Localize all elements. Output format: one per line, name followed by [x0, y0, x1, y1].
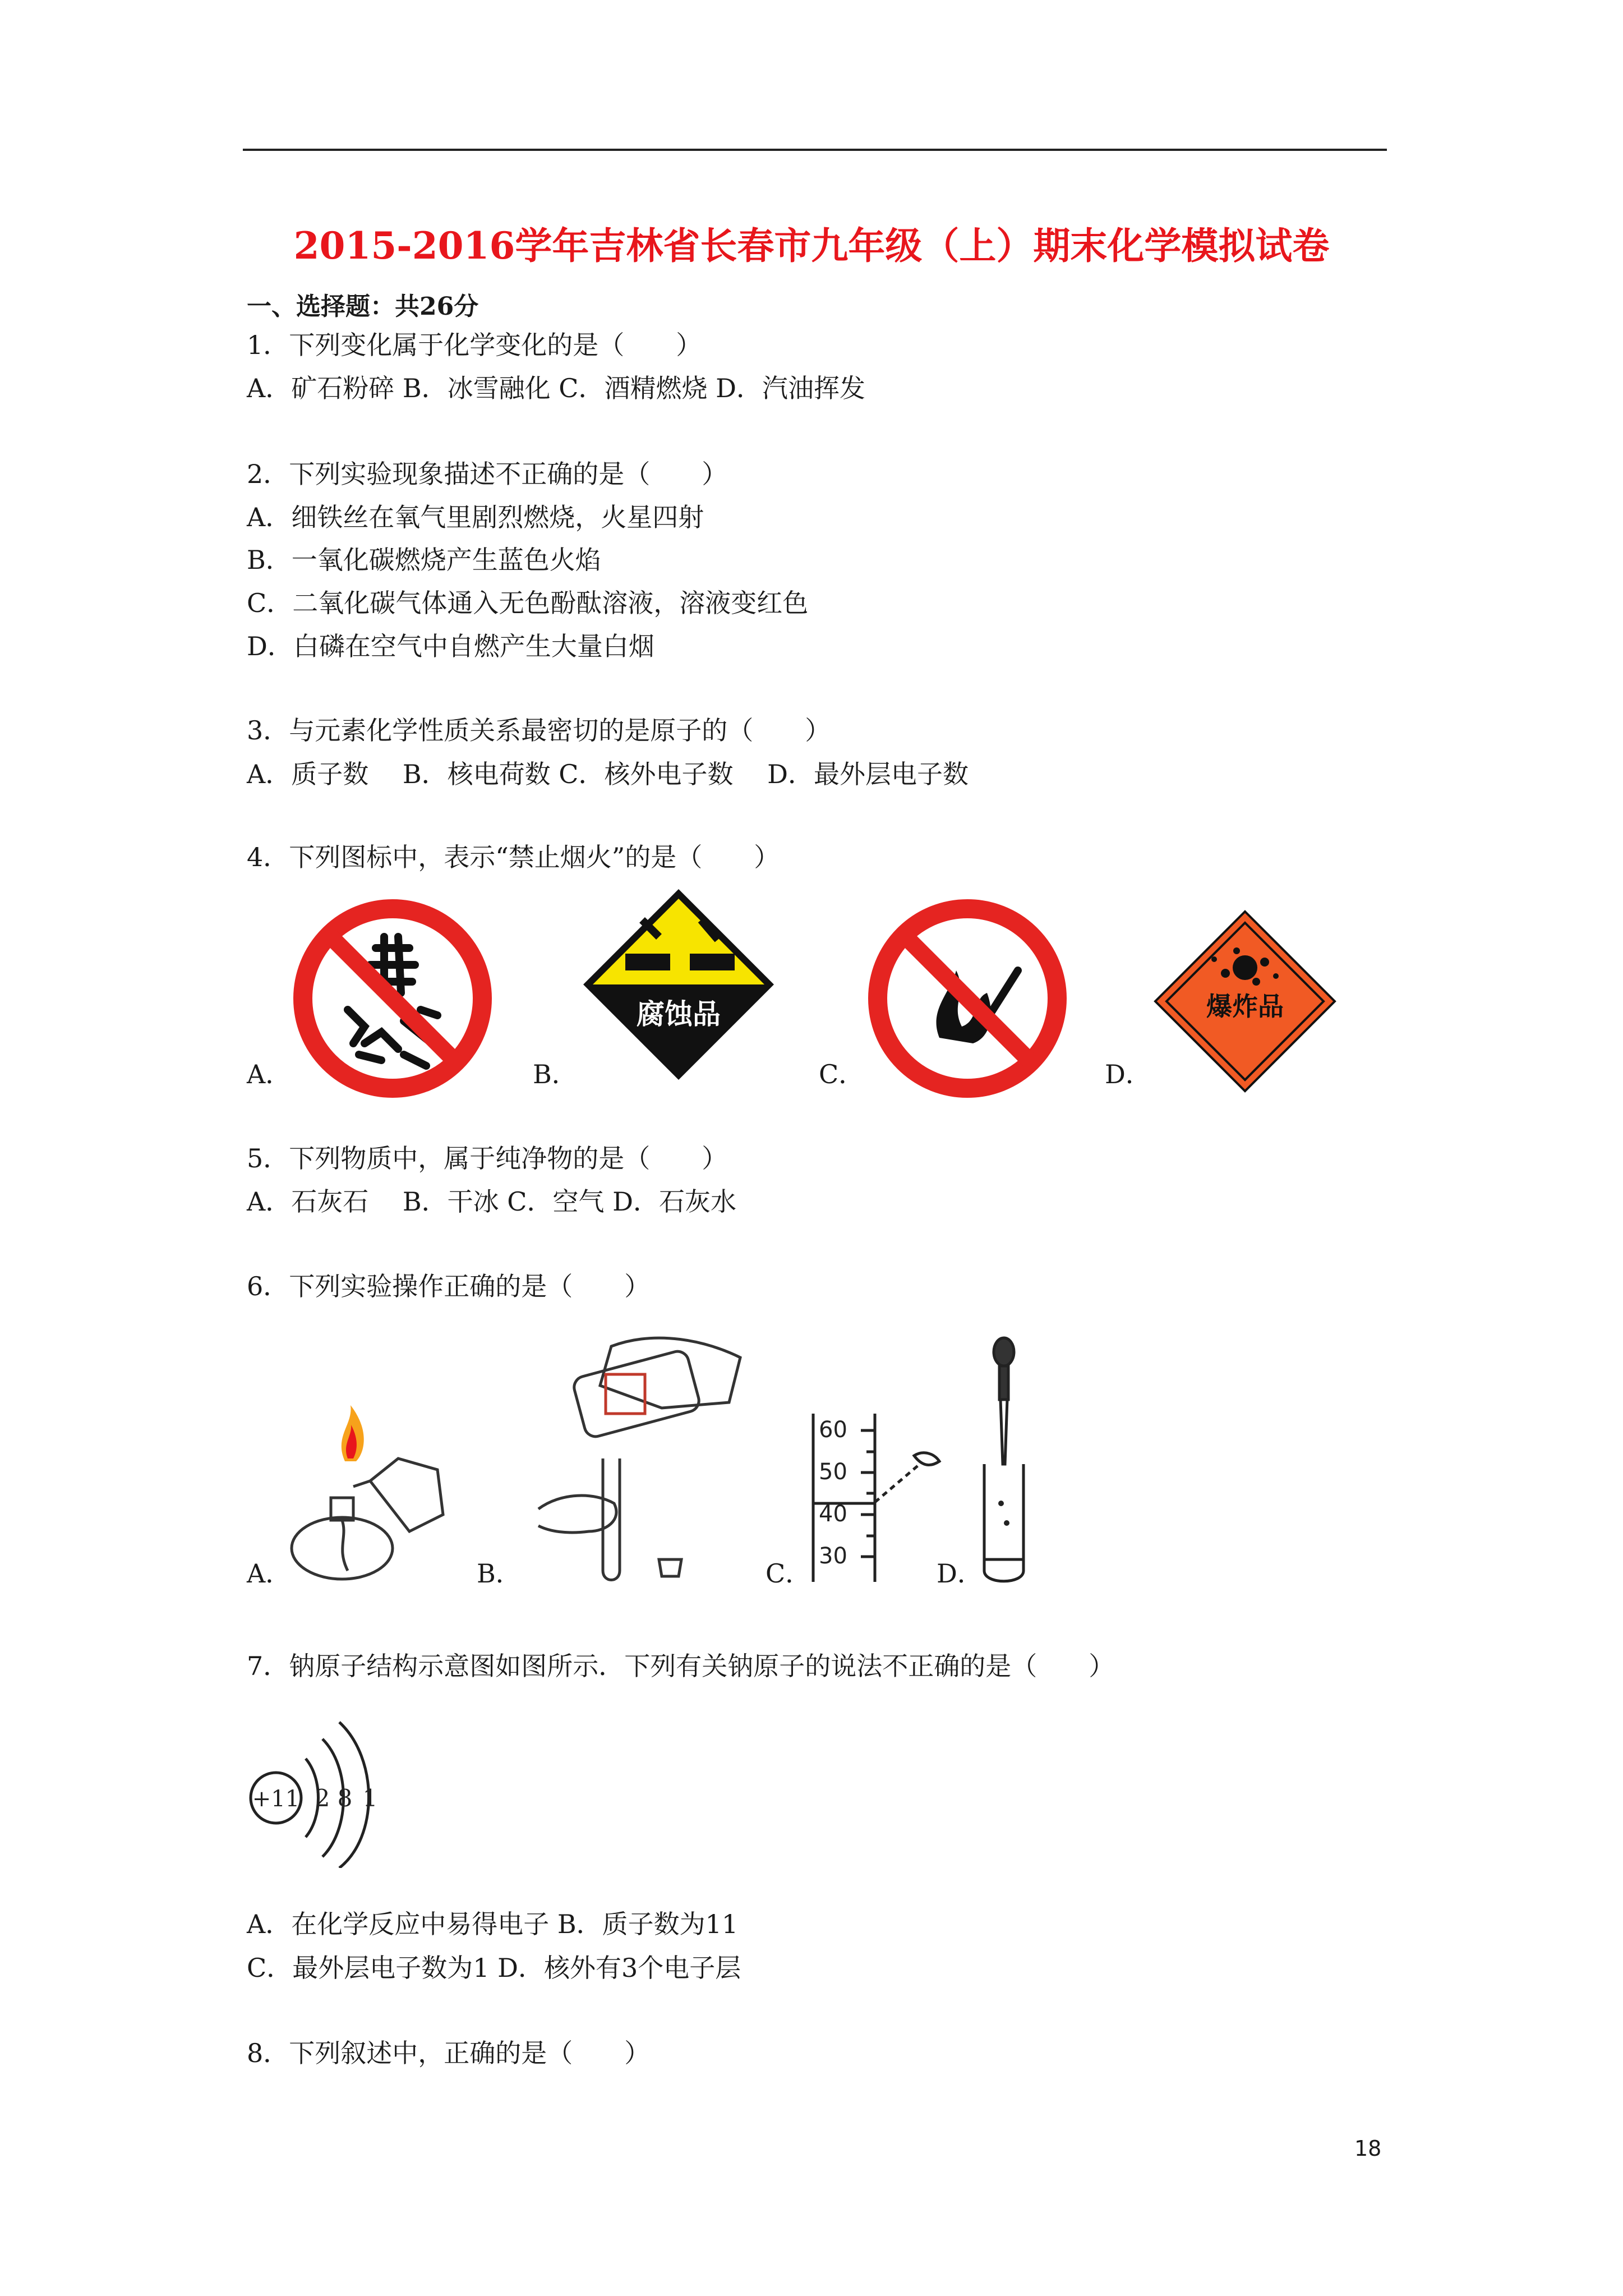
graduated-cylinder-figure [808, 1408, 953, 1588]
sign-c-image [866, 898, 1068, 1099]
q6-label-c: C． [766, 1558, 811, 1589]
q5-options: A．石灰石 B．干冰 C．空气 D．石灰水 [247, 1186, 736, 1217]
q4-label-d: D． [1105, 1059, 1151, 1089]
sign-d-text: 爆炸品 [1206, 991, 1284, 1022]
q6-label-a: A． [247, 1558, 292, 1589]
q6-label-d: D． [937, 1558, 983, 1589]
page-title: 2015-2016学年吉林省长春市九年级（上）期末化学模拟试卷 [293, 224, 1330, 268]
q2-option-c: C．二氧化碳气体通入无色酚酞溶液，溶液变红色 [247, 588, 809, 618]
cylinder-tick-30: 30 [819, 1543, 847, 1569]
page-number: 18 [1354, 2136, 1382, 2161]
cylinder-tick-40: 40 [819, 1501, 847, 1527]
q7-options-line2: C．最外层电子数为1 D．核外有3个电子层 [247, 1953, 741, 1983]
q8-stem: 8．下列叙述中，正确的是（ ） [247, 2038, 651, 2068]
sign-a-image [292, 898, 494, 1099]
cylinder-tick-50: 50 [819, 1459, 847, 1485]
q2-option-b: B．一氧化碳燃烧产生蓝色火焰 [247, 545, 601, 575]
q2-stem: 2．下列实验现象描述不正确的是（ ） [247, 459, 728, 489]
sign-b-image [580, 886, 777, 1083]
nucleus-charge: +11 [252, 1786, 300, 1812]
q1-options: A．矿石粉碎 B．冰雪融化 C．酒精燃烧 D．汽油挥发 [247, 373, 865, 403]
sign-d-image [1152, 909, 1338, 1094]
shell-2-electrons: 8 [337, 1784, 353, 1812]
q6-stem: 6．下列实验操作正确的是（ ） [247, 1271, 651, 1301]
q7-stem: 7．钠原子结构示意图如图所示．下列有关钠原子的说法不正确的是（ ） [247, 1651, 1115, 1681]
q4-label-c: C． [819, 1059, 865, 1089]
shell-1-electrons: 2 [315, 1784, 330, 1812]
cylinder-tick-60: 60 [819, 1417, 847, 1443]
sign-b-text: 腐蚀品 [637, 998, 721, 1030]
q1-stem: 1．下列变化属于化学变化的是（ ） [247, 330, 702, 360]
q7-options-line1: A．在化学反应中易得电子 B．质子数为11 [247, 1909, 739, 1939]
q5-stem: 5．下列物质中，属于纯净物的是（ ） [247, 1143, 728, 1174]
q4-label-a: A． [247, 1059, 292, 1089]
q3-options: A．质子数 B．核电荷数 C．核外电子数 D．最外层电子数 [247, 759, 969, 789]
q3-stem: 3．与元素化学性质关系最密切的是原子的（ ） [247, 715, 831, 746]
q4-stem: 4．下列图标中，表示“禁止烟火”的是（ ） [247, 842, 780, 872]
q4-label-b: B． [533, 1059, 578, 1089]
section-heading: 一、选择题：共26分 [247, 292, 479, 321]
sodium-atom-diagram [247, 1705, 404, 1868]
alcohol-lamp-figure [286, 1402, 454, 1588]
q2-option-a: A．细铁丝在氧气里剧烈燃烧，火星四射 [247, 502, 704, 532]
header-rule [243, 149, 1387, 151]
dropper-figure [976, 1335, 1038, 1588]
shell-3-electrons: 1 [362, 1784, 378, 1812]
q6-label-b: B． [477, 1558, 522, 1589]
pouring-liquid-figure [516, 1324, 751, 1588]
q2-option-d: D．白磷在空气中自燃产生大量白烟 [247, 631, 654, 661]
